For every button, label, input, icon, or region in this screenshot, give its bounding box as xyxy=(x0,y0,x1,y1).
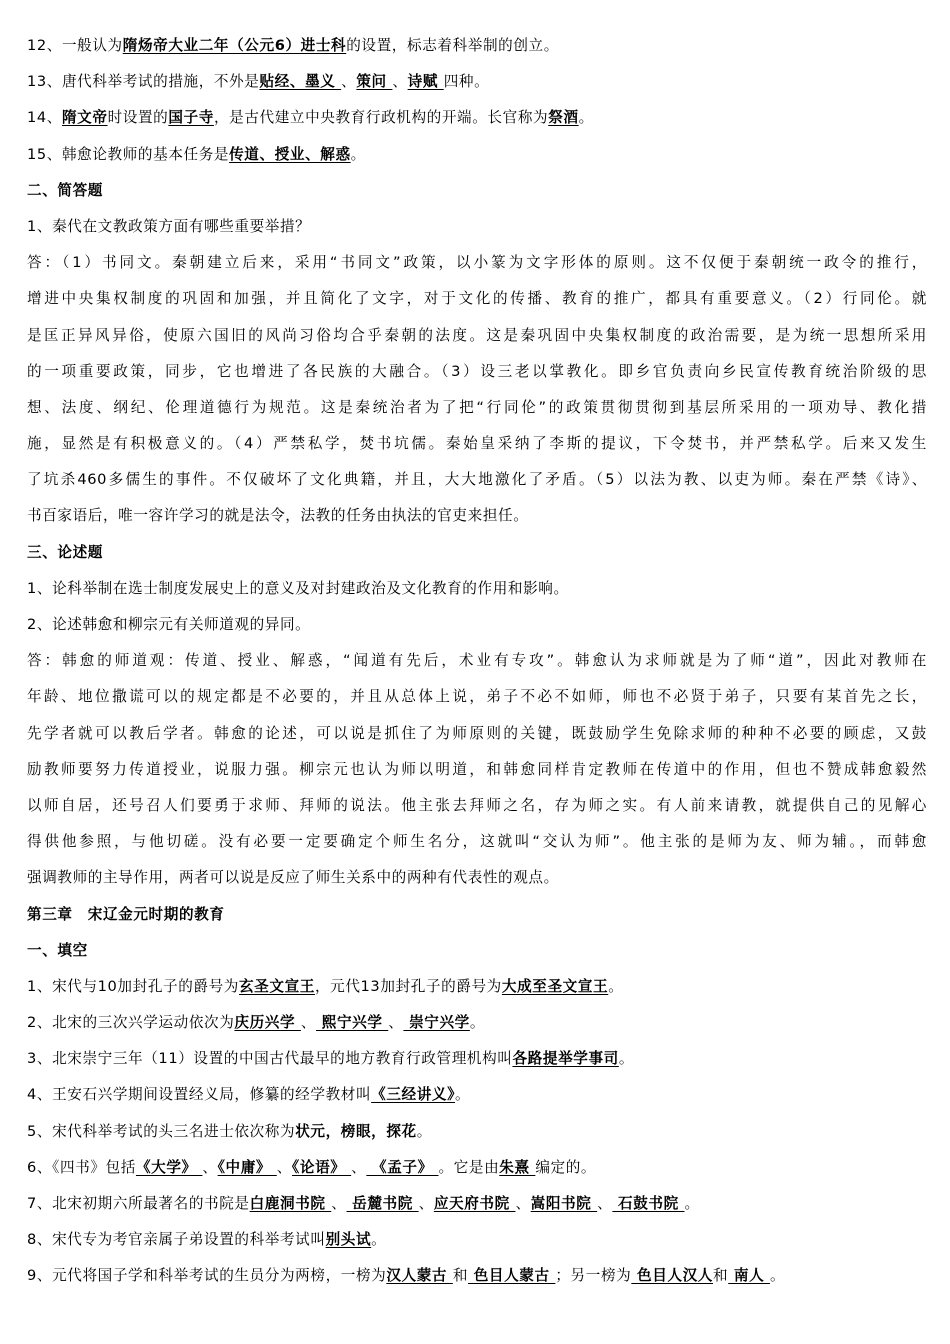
underlined-answer: 色目人汉人 xyxy=(631,1267,713,1285)
text-run: 二、简答题 xyxy=(27,181,103,199)
underlined-answer: 祭酒 xyxy=(548,109,579,127)
text-run: 。 xyxy=(416,1122,432,1140)
text-run: 增进中央集权制度的巩固和加强，并且简化了文字，对于文化的传播、教育的推广，都具有重要意义。（2）行同伦。就 xyxy=(27,290,927,308)
text-run: 的设置，标志着科举制的创立。 xyxy=(346,37,559,54)
text-run: 14、 xyxy=(27,109,62,127)
text-line xyxy=(27,679,927,715)
text-run: 3、北宋崇宁三年（11）设置的中国古代最早的地方教育行政管理机构叫 xyxy=(27,1050,513,1068)
text-line xyxy=(27,643,927,679)
text-run: 。它是由 xyxy=(438,1158,500,1176)
text-run: 、 xyxy=(388,1014,404,1032)
text-run: 1、秦代在文教政策方面有哪些重要举措？ xyxy=(27,217,311,235)
text-run: 4、王安石兴学期间设置经义局，修纂的经学教材叫 xyxy=(27,1086,372,1104)
text-line xyxy=(27,1258,927,1294)
text-run: 。 xyxy=(455,1086,471,1104)
text-run: 答：（1）书同文。秦朝建立后来，采用“书同文”政策，以小篆为文字形体的原则。这不仅便于秦朝统一政令的推行， xyxy=(27,254,927,272)
text-run: 、 xyxy=(351,1158,367,1176)
text-run: 三、论述题 xyxy=(27,543,103,561)
text-run: 和 xyxy=(713,1267,729,1285)
text-run: 8、宋代专为考官亲属子弟设置的科举考试叫 xyxy=(27,1231,326,1249)
text-line xyxy=(27,788,927,824)
text-line xyxy=(27,1041,927,1077)
underlined-answer: 隋炀帝大业二年（公元6）进士科 xyxy=(122,37,347,54)
text-run: 了坑杀460多儒生的事件。不仅破坏了文化典籍，并且，大大地激化了矛盾。（5）以法为教、以吏为师。秦在严禁《诗》、 xyxy=(27,471,927,489)
text-run: 书百家语后，唯一容许学习的就是法令，法教的任务由执法的官吏来担任。 xyxy=(27,507,529,525)
text-run: 2、北宋的三次兴学运动依次为 xyxy=(27,1014,235,1032)
text-run: ，是古代建立中央教育行政机构的开端。长官称为 xyxy=(213,109,549,127)
underlined-answer: 大成至圣文宣王 xyxy=(501,977,609,995)
underlined-answer: 策问 xyxy=(356,73,393,91)
text-run: 。 xyxy=(469,1014,486,1032)
bold-answer: 状元，榜眼，探花 xyxy=(295,1122,417,1140)
text-line xyxy=(27,318,927,354)
text-line xyxy=(27,752,927,788)
underlined-answer: 朱熹 xyxy=(499,1158,536,1176)
text-run: 13、唐代科举考试的措施，不外是 xyxy=(27,73,260,91)
underlined-answer: 嵩阳书院 xyxy=(530,1195,598,1212)
text-run: 一、填空 xyxy=(27,941,88,959)
text-run: 7、北宋初期六所最著名的书院是 xyxy=(27,1195,250,1212)
text-line xyxy=(27,245,927,281)
text-run: ；另一榜为 xyxy=(555,1267,632,1285)
text-run: 。 xyxy=(371,1231,387,1249)
text-run: 、 xyxy=(300,1014,317,1032)
text-line xyxy=(27,824,927,860)
text-run: 和 xyxy=(452,1267,469,1285)
section-heading xyxy=(27,897,927,933)
underlined-answer: 白鹿洞书院 xyxy=(249,1195,332,1212)
text-run: 、 xyxy=(515,1195,531,1212)
text-line xyxy=(27,607,927,643)
text-line xyxy=(27,1186,927,1222)
text-run: 先学者就可以教后学者。韩愈的论述，可以说是抓住了为师原则的关键，既鼓励学生免除求师的种种不必要的顾虑，又鼓 xyxy=(27,724,927,742)
text-line xyxy=(27,281,927,317)
document-page xyxy=(27,28,927,1295)
text-run: 是匡正异风异俗，使原六国旧的风尚习俗均合乎秦朝的法度。这是秦巩固中央集权制度的政治需要，是为统一思想所采用 xyxy=(27,326,927,344)
underlined-answer: 石鼓书院 xyxy=(612,1195,685,1212)
underlined-answer: 贴经、墨义 xyxy=(259,73,342,91)
text-line xyxy=(27,100,927,136)
text-run: 。 xyxy=(578,109,594,127)
text-line xyxy=(27,390,927,426)
underlined-answer: 熙宁兴学 xyxy=(316,1014,389,1032)
text-run: 、 xyxy=(202,1158,218,1176)
text-run: 以师自居，还号召人们要勇于求师、拜师的说法。他主张去拜师之名，存为师之实。有人前来请教，就提供自己的见解心 xyxy=(27,796,927,814)
text-run: 2、论述韩愈和柳宗元有关师道观的异同。 xyxy=(27,616,311,633)
text-run: 5、宋代科举考试的头三名进士依次称为 xyxy=(27,1122,296,1140)
underlined-answer: 隋文帝 xyxy=(61,109,108,127)
text-line xyxy=(27,571,927,607)
text-run: 想、法度、纲纪、伦理道德行为规范。这是秦统治者为了把“行同伦”的政策贯彻贯彻到基层所采用的一项劝导、教化措 xyxy=(27,398,927,416)
text-run: 年龄、地位撒谎可以的规定都是不必要的，并且从总体上说，弟子不必不如师，师也不必贤于弟子，只要有某首先之长， xyxy=(27,688,927,706)
section-heading xyxy=(27,933,927,969)
text-run: 。 xyxy=(350,145,366,163)
text-run: 、 xyxy=(418,1195,434,1212)
text-line xyxy=(27,209,927,245)
underlined-answer: 《论语》 xyxy=(291,1158,352,1176)
text-run: 施，显然是有积极意义的。（4）严禁私学，焚书坑儒。秦始皇采纳了李斯的提议，下令焚书，并严禁私学。后来又发生 xyxy=(27,435,927,453)
text-line xyxy=(27,860,927,896)
text-line xyxy=(27,137,927,173)
underlined-answer: 诗赋 xyxy=(407,73,444,91)
text-run: 。 xyxy=(769,1267,786,1285)
underlined-answer: 汉人蒙古 xyxy=(386,1267,453,1285)
text-line xyxy=(27,1114,927,1150)
text-run: 、 xyxy=(276,1158,292,1176)
underlined-answer: 玄圣文宣王 xyxy=(238,977,315,995)
text-run: 得供他参照，与他切磋。没有必要一定要确定个师生名分，这就叫“交认为师”。他主张的是师为友、师为辅。，而韩愈 xyxy=(27,833,927,851)
text-line xyxy=(27,498,927,534)
underlined-answer: 应天府书院 xyxy=(433,1195,516,1212)
text-run: 12、一般认为 xyxy=(27,37,123,54)
text-run: 6、《四书》包括 xyxy=(27,1158,136,1176)
text-line xyxy=(27,426,927,462)
text-line xyxy=(27,969,927,1005)
section-heading xyxy=(27,535,927,571)
text-line xyxy=(27,462,927,498)
underlined-answer: 庆历兴学 xyxy=(234,1014,301,1032)
underlined-answer: 传道、授业、解惑 xyxy=(229,145,351,163)
text-run: ，元代13加封孔子的爵号为 xyxy=(314,977,502,995)
text-run: 9、元代将国子学和科举考试的生员分为两榜，一榜为 xyxy=(27,1267,387,1285)
text-line xyxy=(27,1222,927,1258)
text-run: 1、宋代与10加封孔子的爵号为 xyxy=(27,977,239,995)
underlined-answer: 《孟子》 xyxy=(366,1158,439,1176)
text-run: 1、论科举制在选士制度发展史上的意义及对封建政治及文化教育的作用和影响。 xyxy=(27,579,569,597)
text-line xyxy=(27,1077,927,1113)
text-run: 、 xyxy=(392,73,408,91)
text-run: 15、韩愈论教师的基本任务是 xyxy=(27,145,230,163)
text-line xyxy=(27,64,927,100)
text-line xyxy=(27,1150,927,1186)
text-run: 、 xyxy=(341,73,357,91)
underlined-answer: 《中庸》 xyxy=(217,1158,277,1176)
text-line xyxy=(27,354,927,390)
text-line xyxy=(27,716,927,752)
text-run: 、 xyxy=(331,1195,347,1212)
text-run: 编定的。 xyxy=(535,1158,597,1176)
underlined-answer: 色目人蒙古 xyxy=(468,1267,556,1285)
text-run: 。 xyxy=(618,1050,635,1068)
underlined-answer: 南人 xyxy=(728,1267,770,1285)
section-heading xyxy=(27,173,927,209)
underlined-answer: 别头试 xyxy=(325,1231,372,1249)
underlined-answer: 国子寺 xyxy=(168,109,214,127)
text-run: 励教师要努力传道授业，说服力强。柳宗元也认为师以明道，和韩愈同样肯定教师在传道中的作用，但也不赞成韩愈毅然 xyxy=(27,760,927,778)
text-run: 答：韩愈的师道观：传道、授业、解惑，“闻道有先后，术业有专攻”。韩愈认为求师就是为了师“道”，因此对教师在 xyxy=(27,652,927,670)
text-line xyxy=(27,28,927,64)
text-run: 第三章 宋辽金元时期的教育 xyxy=(27,905,225,923)
text-run: 时设置的 xyxy=(107,109,169,127)
underlined-answer: 各路提举学事司 xyxy=(512,1050,619,1068)
text-run: 强调教师的主导作用，两者可以说是反应了师生关系中的两种有代表性的观点。 xyxy=(27,869,559,887)
underlined-answer: 崇宁兴学 xyxy=(403,1014,470,1032)
underlined-answer: 岳麓书院 xyxy=(346,1195,419,1212)
underlined-answer: 《大学》 xyxy=(135,1158,203,1176)
underlined-answer: 《三经讲义》 xyxy=(371,1086,456,1104)
text-run: 。 xyxy=(684,1195,700,1212)
text-run: 的一项重要政策，同步，它也增进了各民族的大融合。（3）设三老以掌教化。即乡官负责向乡民宣传教育统治阶级的思 xyxy=(27,362,927,380)
text-run: 四种。 xyxy=(443,73,490,91)
text-run: 、 xyxy=(597,1195,613,1212)
text-run: 。 xyxy=(608,977,624,995)
text-line xyxy=(27,1005,927,1041)
